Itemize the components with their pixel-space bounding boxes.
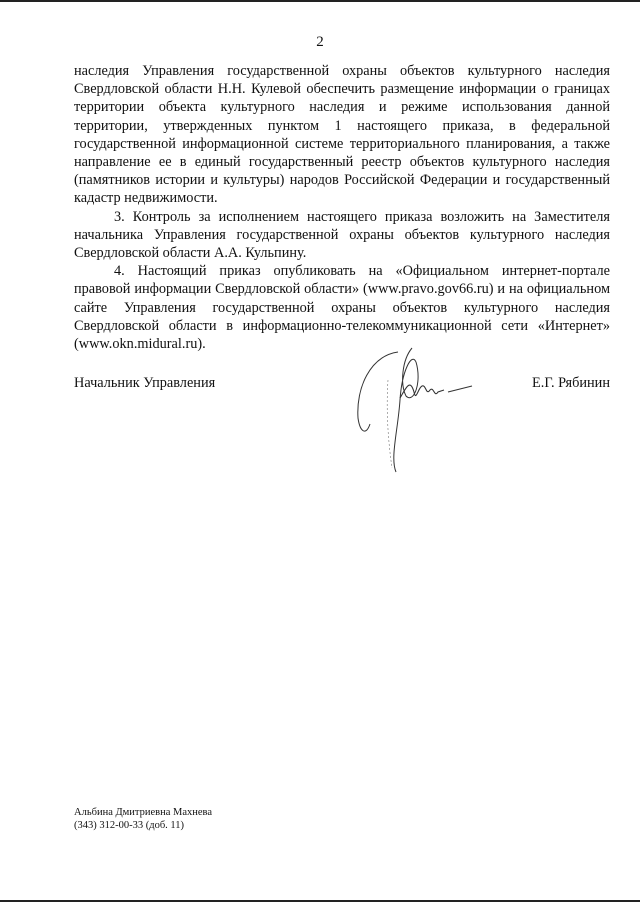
- contact-name: Альбина Дмитриевна Махнева: [74, 807, 213, 818]
- page-number: 2: [316, 34, 324, 50]
- bottom-border-line: [0, 900, 640, 902]
- document-body: [74, 62, 610, 353]
- contact-phone: (343) 312-00-33 (доб. 11): [74, 820, 185, 831]
- paragraph-publication-clause: 4. Настоящий приказ опубликовать на «Официальном интернет-портале правовой информации Свердловской области» (www.pravo.gov66.ru) и на официальном сайте Управления государственной охраны объектов культурного наследия Свердловской области в информационно-телекоммуникационной сети «Интернет» (www.okn.midural.ru).: [74, 263, 610, 353]
- document-footer: [74, 806, 212, 832]
- paragraph-control-clause: 3. Контроль за исполнением настоящего приказа возложить на Заместителя начальника Управления государственной охраны объектов культурного наследия Свердловской области А.А. Кульпину.: [74, 208, 610, 262]
- signer-name: Е.Г. Рябинин: [532, 375, 610, 391]
- top-border-line: [0, 0, 640, 2]
- paragraph-continuation: наследия Управления государственной охраны объектов культурного наследия Свердловской области Н.Н. Кулевой обеспечить размещение информации о границах территории объекта культурного наследия и режиме использования данной территории, утвержденных пунктом 1 настоящего приказа, в федеральной государственной информационной системе территориального планирования, а также направление ее в единый государственный реестр объектов культурного наследия (памятников истории и культуры) народов Российской Федерации и государственный кадастр недвижимости.: [74, 63, 610, 207]
- handwritten-signature: [340, 340, 490, 475]
- signer-position-title: Начальник Управления: [74, 375, 216, 391]
